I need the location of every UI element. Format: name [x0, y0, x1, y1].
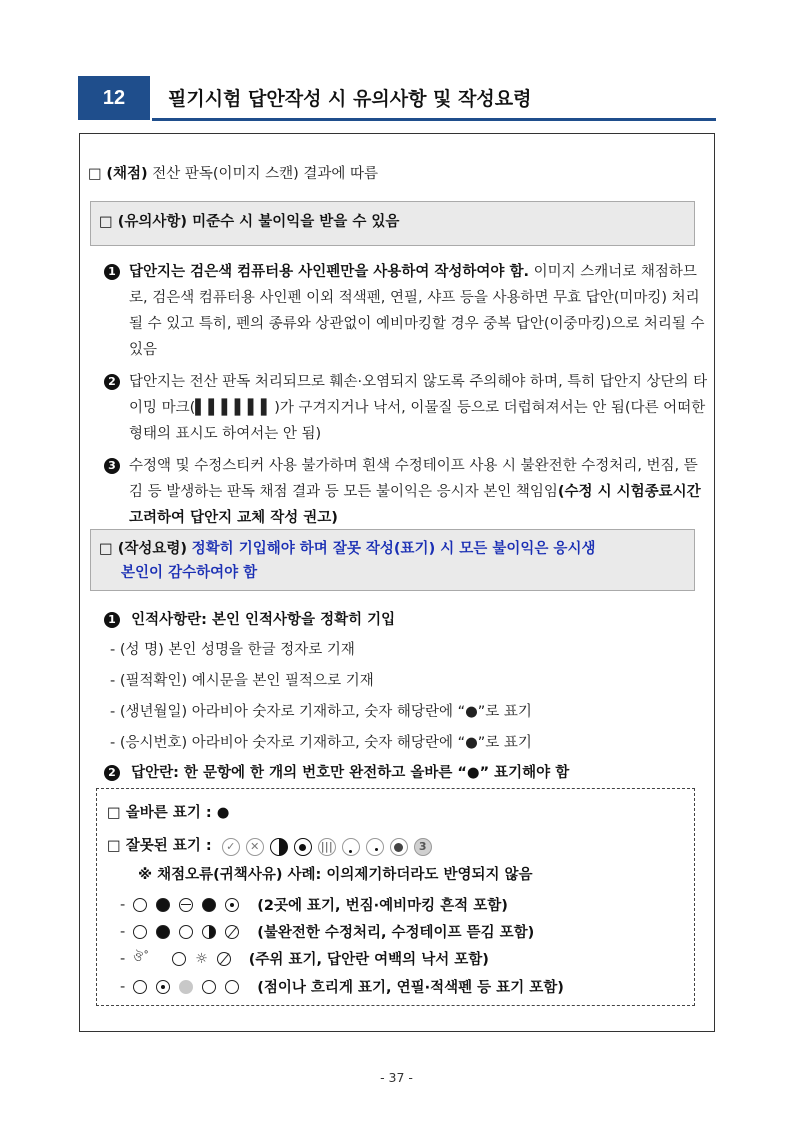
scribble-circle-icon — [390, 838, 408, 856]
page-number: - 37 - — [380, 1070, 413, 1085]
page-title: 필기시험 답안작성 시 유의사항 및 작성요령 — [168, 88, 532, 110]
guide-heading-line1 — [99, 541, 595, 558]
wrong-marking-row — [107, 838, 432, 856]
scoring-error-note: ※ 채점오류(귀책사유) 사례: 이의제기하더라도 반영되지 않음 — [138, 867, 533, 883]
case-dash: - — [120, 978, 126, 995]
empty-circle-icon — [225, 980, 239, 994]
numbered-circle-icon: 3 — [414, 838, 432, 856]
checkbox-symbol: □ — [88, 166, 102, 182]
caution-item-3-text: 수정액 및 수정스티커 사용 불가하며 흰색 수정테이프 사용 시 불완전한 수정처리, 번짐, 뜯김 등 발생하는 판독 채점 결과 등 모든 불이익은 응시자 본인 책임임 — [129, 458, 698, 500]
empty-circle-icon — [179, 925, 193, 939]
caution-item-3-bold: (수정 시 시험종료시간 고려하여 답안지 교체 작성 권고) — [129, 484, 701, 526]
scoring-line — [88, 166, 378, 183]
scoring-text: 전산 판독(이미지 스캔) 결과에 따름 — [152, 166, 379, 182]
x-circle-icon: ✕ — [246, 838, 264, 856]
section-number-badge: 12 — [78, 76, 150, 120]
slashed-circle-icon — [217, 952, 231, 966]
half-filled-circle-icon — [270, 838, 288, 856]
error-case-2 — [120, 921, 534, 942]
caution-item-1-text: 이미지 스캐너로 채점하므로, 검은색 컴퓨터용 사인펜 이외 적색펜, 연필, 샤프 등을 사용하면 무효 답안(미마킹) 처리될 수 있고 특히, 펜의 종류와 상관없이 예비마킹할 경우 중복 답안(이중마킹)으로 처리될 수 있음 — [129, 264, 705, 358]
filled-circle-icon — [156, 898, 170, 912]
sun-circle-icon: ☼ — [195, 950, 208, 967]
info-row-exam-number: - (응시번호) 아라비아 숫자로 기재하고, 숫자 해당란에 “●”로 표기 — [110, 735, 532, 751]
caution-item-1-bold: 답안지는 검은색 컴퓨터용 사인펜만을 사용하여 작성하여야 함. — [129, 264, 529, 280]
gray-circle-icon — [179, 980, 193, 994]
info-row-handwriting: - (필적확인) 예시문을 본인 필적으로 기재 — [110, 673, 374, 689]
small-dot-circle-icon — [366, 838, 384, 856]
case-dash: - — [120, 923, 126, 940]
bar-circle-icon — [179, 898, 193, 912]
number-bullet-s2: 2 — [104, 765, 120, 781]
guide-prefix: □ (작성요령) — [99, 541, 188, 557]
error-case-4 — [120, 976, 564, 997]
wrong-marks-group — [222, 838, 432, 856]
error-case-3 — [120, 948, 489, 969]
section-answer-title: 답안란: 한 문항에 한 개의 번호만 완전하고 올바른 “●” 표기해야 함 — [131, 765, 570, 782]
caution-item-2-pre: 답안지는 전산 판독 처리되므로 훼손·오염되지 않도록 주의해야 하며, 특히 답안지 상단의 타이밍 마크( — [129, 374, 708, 416]
half-filled-circle-icon — [202, 925, 216, 939]
caution-item-2-post: )가 구겨지거나 낙서, 이물질 등으로 더럽혀져서는 안 됨(다른 어떠한 형태의 표시도 하여서는 안 됨) — [129, 400, 706, 442]
dot-circle-icon — [225, 898, 239, 912]
case-description: (2곳에 표기, 번짐·예비마킹 흔적 포함) — [257, 898, 508, 914]
filled-circle-icon — [202, 898, 216, 912]
caution-item-2 — [104, 369, 710, 447]
case-description: (주위 표기, 답안란 여백의 낙서 포함) — [248, 952, 489, 968]
section-answer — [104, 765, 569, 783]
scoring-label: (채점) — [106, 166, 148, 182]
empty-circle-icon — [202, 980, 216, 994]
wrong-marking-label: □ 잘못된 표기 : — [107, 838, 212, 855]
dot-bottom-circle-icon — [342, 838, 360, 856]
number-bullet-2: 2 — [104, 374, 120, 390]
number-bullet-1: 1 — [104, 264, 120, 280]
section-personal-info-title: 인적사항란: 본인 인적사항을 정확히 기입 — [131, 612, 396, 629]
case-description: (불완전한 수정처리, 수정테이프 뜯김 포함) — [257, 925, 535, 941]
empty-circle-icon — [133, 898, 147, 912]
empty-circle-icon — [172, 952, 186, 966]
slashed-circle-icon — [225, 925, 239, 939]
info-row-birthdate: - (생년월일) 아라비아 숫자로 기재하고, 숫자 해당란에 “●”로 표기 — [110, 704, 532, 720]
title-underline — [152, 118, 716, 121]
case-dash: - — [120, 950, 126, 967]
timing-mark-icon: ▌▌▌▌▌▌ — [195, 400, 275, 416]
guide-line2: 본인이 감수하여야 함 — [121, 565, 258, 581]
correct-marking-label: □ 올바른 표기 : — [107, 805, 212, 821]
scribble-icon: ঔ˚ — [133, 949, 150, 964]
info-row-name: - (성 명) 본인 성명을 한글 정자로 기재 — [110, 642, 355, 658]
filled-circle-icon — [156, 925, 170, 939]
checkmark-circle-icon: ✓ — [222, 838, 240, 856]
caution-list — [104, 259, 710, 531]
striped-circle-icon: ||| — [318, 838, 336, 856]
filled-circle-icon: ● — [216, 805, 230, 821]
caution-heading: □ (유의사항) 미준수 시 불이익을 받을 수 있음 — [99, 214, 400, 230]
caution-item-1 — [104, 259, 710, 363]
dot-circle-icon — [156, 980, 170, 994]
number-bullet-s1: 1 — [104, 612, 120, 628]
dot-circle-icon — [294, 838, 312, 856]
correct-marking-row — [107, 805, 229, 822]
number-bullet-3: 3 — [104, 458, 120, 474]
empty-circle-icon — [133, 980, 147, 994]
section-personal-info — [104, 612, 395, 630]
error-case-1 — [120, 894, 508, 915]
case-description: (점이나 흐리게 표기, 연필·적색펜 등 표기 포함) — [257, 980, 564, 996]
guide-line1: 정확히 기입해야 하며 잘못 작성(표기) 시 모든 불이익은 응시생 — [191, 541, 596, 557]
empty-circle-icon — [133, 925, 147, 939]
case-dash: - — [120, 896, 126, 913]
caution-item-3 — [104, 453, 710, 531]
